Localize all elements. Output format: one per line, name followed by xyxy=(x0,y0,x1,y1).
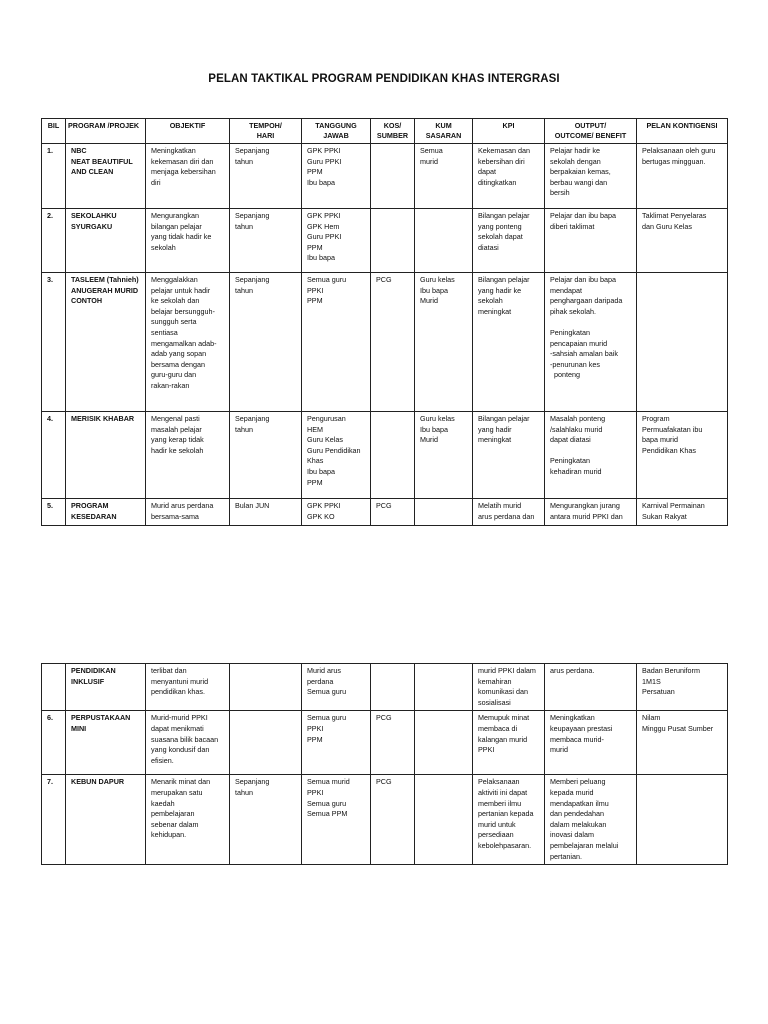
cell-tempoh xyxy=(230,664,302,711)
cell-output xyxy=(545,711,637,775)
table-row xyxy=(42,664,728,711)
cell-objektif xyxy=(146,412,230,499)
header-objektif: OBJEKTIF xyxy=(146,119,230,144)
cell-objektif xyxy=(146,664,230,711)
table-row xyxy=(42,711,728,775)
cell-text: Sepanjang tahun xyxy=(235,275,270,295)
cell-kos xyxy=(371,664,415,711)
cell-bil xyxy=(42,412,66,499)
cell-text: Pelaksanaan aktiviti ini dapat memberi ilmu pertanian kepada murid untuk persediaan kebolehpasaran. xyxy=(478,777,534,850)
table-row xyxy=(42,273,728,412)
header-tempoh: TEMPOH/ HARI xyxy=(230,119,302,144)
cell-output xyxy=(545,273,637,412)
cell-kos xyxy=(371,711,415,775)
cell-text: Bilangan pelajar yang hadir meningkat xyxy=(478,414,530,445)
cell-objektif xyxy=(146,144,230,209)
cell-tanggungjawab xyxy=(302,144,371,209)
header-output: OUTPUT/ OUTCOME/ BENEFIT xyxy=(545,119,637,144)
cell-kontigensi xyxy=(637,412,728,499)
cell-text: Semua murid PPKI Semua guru Semua PPM xyxy=(307,777,350,819)
cell-text: GPK PPKI GPK Hem Guru PPKI PPM Ibu bapa xyxy=(307,211,342,263)
cell-kpi xyxy=(473,144,545,209)
cell-text: 3. xyxy=(47,275,53,284)
cell-kontigensi xyxy=(637,144,728,209)
table-row xyxy=(42,775,728,865)
cell-text: 4. xyxy=(47,414,53,423)
cell-output xyxy=(545,412,637,499)
cell-text: Guru kelas Ibu bapa Murid xyxy=(420,275,455,306)
header-kontigensi: PELAN KONTIGENSI xyxy=(637,119,728,144)
cell-text: Menarik minat dan merupakan satu kaedah pembelajaran sebenar dalam kehidupan. xyxy=(151,777,211,840)
cell-objektif xyxy=(146,711,230,775)
cell-tempoh xyxy=(230,711,302,775)
cell-text: PCG xyxy=(376,713,392,723)
cell-text: Bilangan pelajar yang hadir ke sekolah meningkat xyxy=(478,275,530,316)
cell-kontigensi xyxy=(637,711,728,775)
cell-program xyxy=(66,412,146,499)
cell-sasaran xyxy=(415,711,473,775)
cell-sasaran xyxy=(415,664,473,711)
cell-tempoh xyxy=(230,209,302,273)
cell-sasaran xyxy=(415,209,473,273)
cell-sasaran xyxy=(415,412,473,499)
cell-text: Pelajar dan ibu bapa mendapat penghargaan daripada pihak sekolah. Peningkatan pencapaian murid -sahsiah amalan baik -penurunan kes ponteng xyxy=(550,275,623,380)
cell-tanggungjawab xyxy=(302,775,371,865)
cell-text: Taklimat Penyelaras dan Guru Kelas xyxy=(642,211,707,231)
cell-text: Pelajar dan ibu bapa diberi taklimat xyxy=(550,211,616,231)
cell-text: Sepanjang tahun xyxy=(235,777,270,797)
cell-text: Mengurangkan jurang antara murid PPKI dan xyxy=(550,501,623,521)
cell-kontigensi xyxy=(637,209,728,273)
cell-objektif xyxy=(146,499,230,526)
cell-kos xyxy=(371,499,415,526)
header-kpi: KPI xyxy=(473,119,545,144)
cell-objektif xyxy=(146,273,230,412)
cell-text: Pelajar hadir ke sekolah dengan berpakaian kemas, berbau wangi dan bersih xyxy=(550,146,611,198)
cell-kpi xyxy=(473,273,545,412)
cell-kpi xyxy=(473,711,545,775)
cell-kpi xyxy=(473,209,545,273)
cell-text: Murid arus perdana bersama-sama xyxy=(151,501,214,521)
cell-tanggungjawab xyxy=(302,664,371,711)
cell-text: Badan Beruniform 1M1S Persatuan xyxy=(642,666,700,697)
cell-text: Memupuk minat membaca di kalangan murid PPKI xyxy=(478,713,530,755)
cell-text: PROGRAM KESEDARAN xyxy=(71,501,117,521)
cell-kpi xyxy=(473,412,545,499)
cell-text: PCG xyxy=(376,275,392,284)
cell-tanggungjawab xyxy=(302,273,371,412)
cell-bil xyxy=(42,209,66,273)
cell-text: Semua guru PPKI PPM xyxy=(307,713,347,744)
cell-text: 5. xyxy=(47,501,53,510)
cell-text: 6. xyxy=(47,713,53,723)
cell-text: PERPUSTAKAAN MINI xyxy=(71,713,131,733)
cell-program xyxy=(66,209,146,273)
cell-text: Bilangan pelajar yang ponteng sekolah dapat diatasi xyxy=(478,211,530,252)
cell-text: terlibat dan menyantuni murid pendidikan khas. xyxy=(151,666,209,697)
table-row xyxy=(42,412,728,499)
cell-text: Program Permuafakatan ibu bapa murid Pendidikan Khas xyxy=(642,414,703,455)
cell-text: Semua murid xyxy=(420,146,443,166)
cell-kontigensi xyxy=(637,664,728,711)
cell-output xyxy=(545,664,637,711)
header-tanggungjawab: TANGGUNG JAWAB xyxy=(302,119,371,144)
cell-tempoh xyxy=(230,412,302,499)
header-bil: BIL xyxy=(42,119,66,144)
cell-text: Nilam Minggu Pusat Sumber xyxy=(642,713,714,733)
cell-text: Masalah ponteng /salahlaku murid dapat diatasi Peningkatan kehadiran murid xyxy=(550,414,606,476)
cell-text: 2. xyxy=(47,211,53,220)
cell-program xyxy=(66,775,146,865)
cell-sasaran xyxy=(415,775,473,865)
cell-text: Sepanjang tahun xyxy=(235,414,270,434)
header-row xyxy=(42,119,728,144)
cell-text: Kekemasan dan kebersihan diri dapat ditingkatkan xyxy=(478,146,530,187)
cell-text: GPK PPKI Guru PPKI PPM Ibu bapa xyxy=(307,146,342,187)
cell-kontigensi xyxy=(637,775,728,865)
cell-kpi xyxy=(473,775,545,865)
cell-text: Guru kelas Ibu bapa Murid xyxy=(420,414,455,445)
cell-text: Pelaksanaan oleh guru bertugas mingguan. xyxy=(642,146,716,166)
cell-text: Memberi peluang kepada murid mendapatkan ilmu dan pendedahan dalam melakukan inovasi dalam pembelajaran melalui pertanian. xyxy=(550,777,619,861)
cell-text: MERISIK KHABAR xyxy=(71,414,135,423)
cell-kos xyxy=(371,209,415,273)
cell-text: PENDIDIKAN INKLUSIF xyxy=(71,666,116,686)
cell-bil xyxy=(42,144,66,209)
cell-kos xyxy=(371,412,415,499)
cell-text: Menggalakkan pelajar untuk hadir ke sekolah dan belajar bersungguh- sungguh serta sentiasa mengamalkan adab- adab yang sopan bersama dengan guru-guru dan rakan-rakan xyxy=(151,275,217,390)
cell-bil xyxy=(42,499,66,526)
cell-text: Karnival Permainan Sukan Rakyat xyxy=(642,501,705,521)
cell-text: KEBUN DAPUR xyxy=(71,777,125,787)
plan-table-page-1 xyxy=(41,118,728,526)
cell-text: Sepanjang tahun xyxy=(235,211,270,231)
header-sasaran: KUM SASARAN xyxy=(415,119,473,144)
cell-bil xyxy=(42,711,66,775)
cell-text: 7. xyxy=(47,777,53,787)
cell-text: TASLEEM (Tahnieh) ANUGERAH MURID CONTOH xyxy=(71,275,139,306)
cell-tanggungjawab xyxy=(302,209,371,273)
cell-text: PCG xyxy=(376,501,392,510)
cell-text: 1. xyxy=(47,146,53,155)
cell-bil xyxy=(42,664,66,711)
table-row xyxy=(42,499,728,526)
cell-sasaran xyxy=(415,273,473,412)
cell-text: Bulan JUN xyxy=(235,501,270,510)
cell-text: Murid-murid PPKI dapat menikmati suasana bilik bacaan yang kondusif dan efisien. xyxy=(151,713,219,765)
cell-text: NBC NEAT BEAUTIFUL AND CLEAN xyxy=(71,146,133,177)
cell-output xyxy=(545,499,637,526)
cell-output xyxy=(545,144,637,209)
plan-table-page-2 xyxy=(41,663,728,865)
cell-sasaran xyxy=(415,144,473,209)
cell-kpi xyxy=(473,664,545,711)
cell-text: Mengenal pasti masalah pelajar yang kerap tidak hadir ke sekolah xyxy=(151,414,204,455)
cell-text: murid PPKI dalam kemahiran komunikasi dan sosialisasi xyxy=(478,666,536,707)
cell-tanggungjawab xyxy=(302,711,371,775)
cell-text: Meningkatkan keupayaan prestasi membaca murid- murid xyxy=(550,713,613,755)
cell-kos xyxy=(371,775,415,865)
cell-program xyxy=(66,664,146,711)
cell-sasaran xyxy=(415,499,473,526)
cell-tempoh xyxy=(230,499,302,526)
cell-text: Murid arus perdana Semua guru xyxy=(307,666,347,697)
cell-kontigensi xyxy=(637,499,728,526)
cell-kontigensi xyxy=(637,273,728,412)
header-kos: KOS/ SUMBER xyxy=(371,119,415,144)
cell-program xyxy=(66,499,146,526)
cell-bil xyxy=(42,273,66,412)
cell-tempoh xyxy=(230,273,302,412)
cell-bil xyxy=(42,775,66,865)
cell-tanggungjawab xyxy=(302,499,371,526)
cell-tanggungjawab xyxy=(302,412,371,499)
cell-kos xyxy=(371,273,415,412)
cell-text: Sepanjang tahun xyxy=(235,146,270,166)
cell-text: SEKOLAHKU SYURGAKU xyxy=(71,211,117,231)
cell-tempoh xyxy=(230,775,302,865)
cell-text: Semua guru PPKI PPM xyxy=(307,275,347,306)
cell-objektif xyxy=(146,209,230,273)
cell-objektif xyxy=(146,775,230,865)
cell-kos xyxy=(371,144,415,209)
document-title: PELAN TAKTIKAL PROGRAM PENDIDIKAN KHAS INTERGRASI xyxy=(208,73,560,85)
cell-text: PCG xyxy=(376,777,392,787)
cell-kpi xyxy=(473,499,545,526)
cell-output xyxy=(545,775,637,865)
header-program: PROGRAM /PROJEK xyxy=(66,119,146,144)
cell-text: Meningkatkan kekemasan diri dan menjaga kebersihan diri xyxy=(151,146,216,187)
cell-tempoh xyxy=(230,144,302,209)
table-row xyxy=(42,144,728,209)
table-row xyxy=(42,209,728,273)
cell-text: GPK PPKI GPK KO xyxy=(307,501,341,521)
cell-program xyxy=(66,273,146,412)
cell-text: Mengurangkan bilangan pelajar yang tidak hadir ke sekolah xyxy=(151,211,212,252)
cell-text: Melatih murid arus perdana dan xyxy=(478,501,535,521)
cell-program xyxy=(66,144,146,209)
cell-text: Pengurusan HEM Guru Kelas Guru Pendidikan Khas Ibu bapa PPM xyxy=(307,414,361,487)
cell-output xyxy=(545,209,637,273)
cell-text: arus perdana. xyxy=(550,666,595,675)
cell-program xyxy=(66,711,146,775)
